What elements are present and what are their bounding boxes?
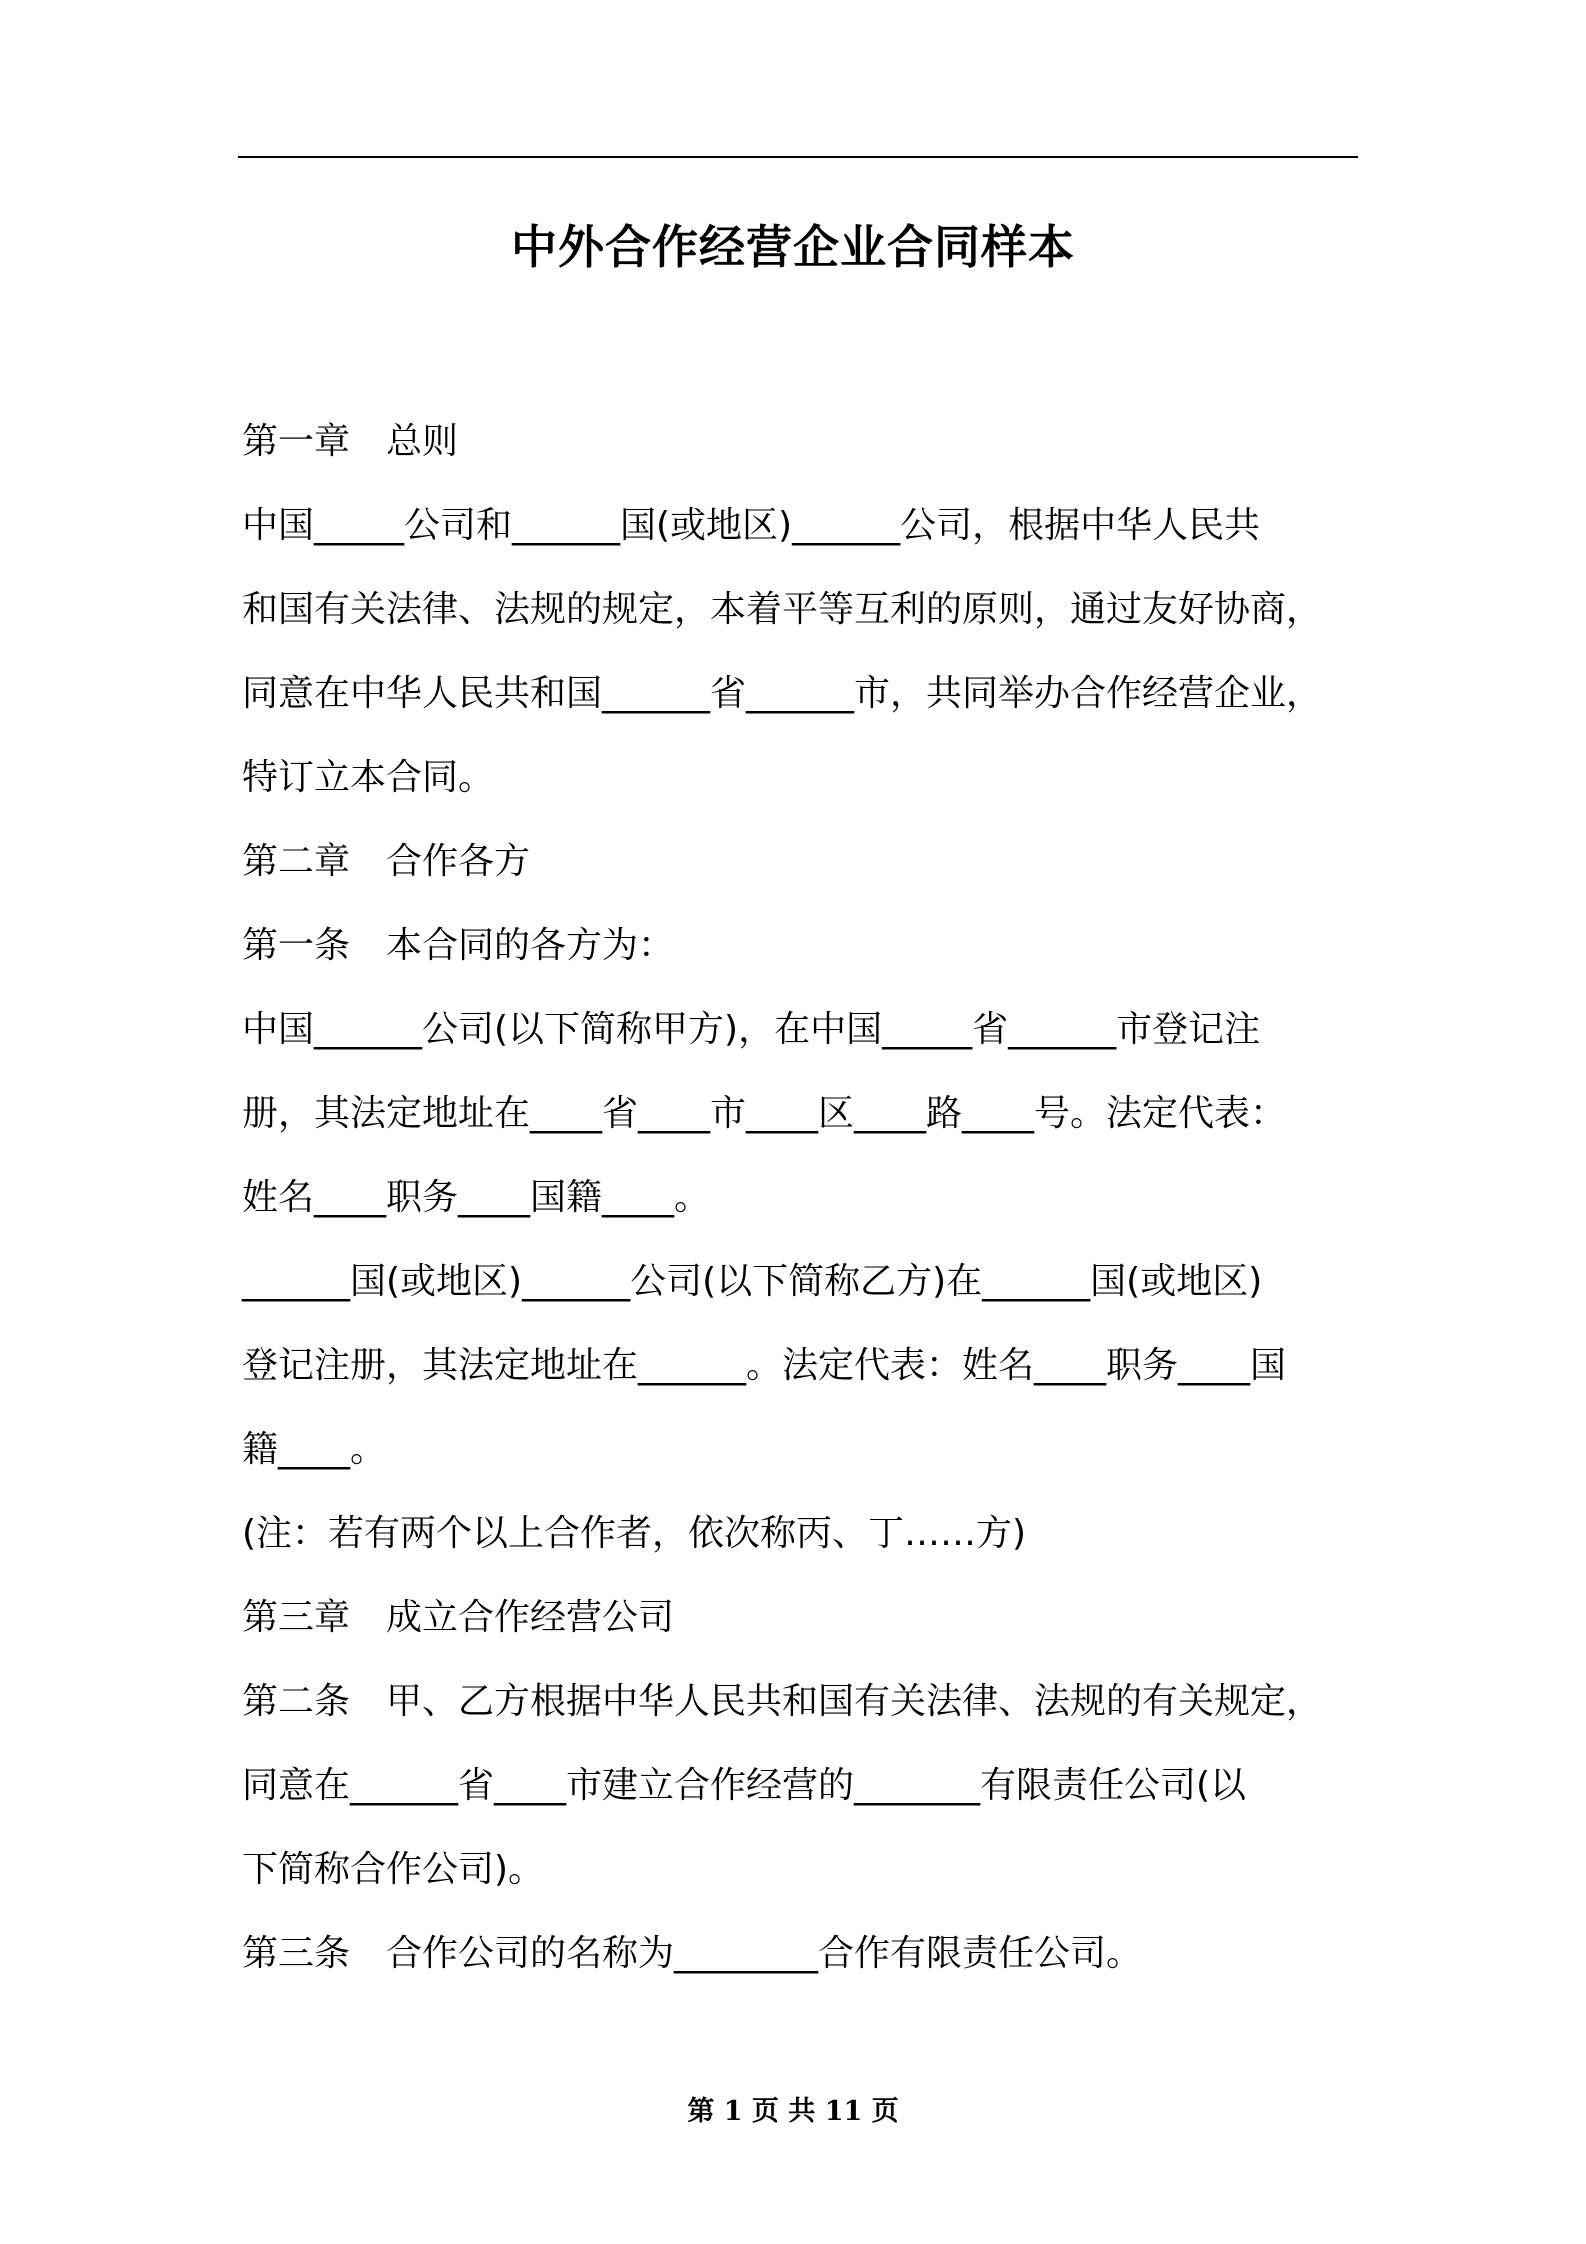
chapter-heading: 第三章 成立合作经营公司 [242, 1597, 675, 1638]
body-line: 同意在______省____市建立合作经营的_______有限责任公司(以 [242, 1765, 1247, 1806]
body-line: 下简称合作公司)。 [242, 1849, 545, 1890]
body-line: 姓名____职务____国籍____。 [242, 1177, 711, 1218]
body-line: 特订立本合同。 [242, 757, 495, 798]
page-number-footer: 第 1 页 共 11 页 [687, 2096, 899, 2127]
body-line: 册，其法定地址在____省____市____区____路____号。法定代表： [242, 1093, 1287, 1134]
body-line: 登记注册，其法定地址在______。法定代表：姓名____职务____国 [242, 1345, 1287, 1386]
body-line: 同意在中华人民共和国______省______市，共同举办合作经营企业， [242, 673, 1323, 714]
body-line: ______国(或地区)______公司(以下简称乙方)在______国(或地区) [242, 1261, 1263, 1302]
document-title: 中外合作经营企业合同样本 [511, 220, 1075, 274]
article-line: 第一条 本合同的各方为： [242, 925, 675, 966]
chapter-heading: 第二章 合作各方 [242, 841, 531, 882]
chapter-heading: 第一章 总则 [242, 421, 459, 462]
body-line: 籍____。 [242, 1429, 387, 1470]
header-rule [238, 156, 1358, 158]
body-line: 和国有关法律、法规的规定，本着平等互利的原则，通过友好协商， [242, 589, 1323, 630]
note-line: (注：若有两个以上合作者，依次称丙、丁……方) [242, 1513, 1027, 1554]
body-line: 中国_____公司和______国(或地区)______公司，根据中华人民共 [242, 505, 1261, 546]
document-body [242, 400, 1367, 1996]
body-line: 中国______公司(以下简称甲方)，在中国_____省______市登记注 [242, 1009, 1261, 1050]
article-line: 第二条 甲、乙方根据中华人民共和国有关法律、法规的有关规定， [242, 1681, 1323, 1722]
article-line: 第三条 合作公司的名称为________合作有限责任公司。 [242, 1933, 1143, 1974]
